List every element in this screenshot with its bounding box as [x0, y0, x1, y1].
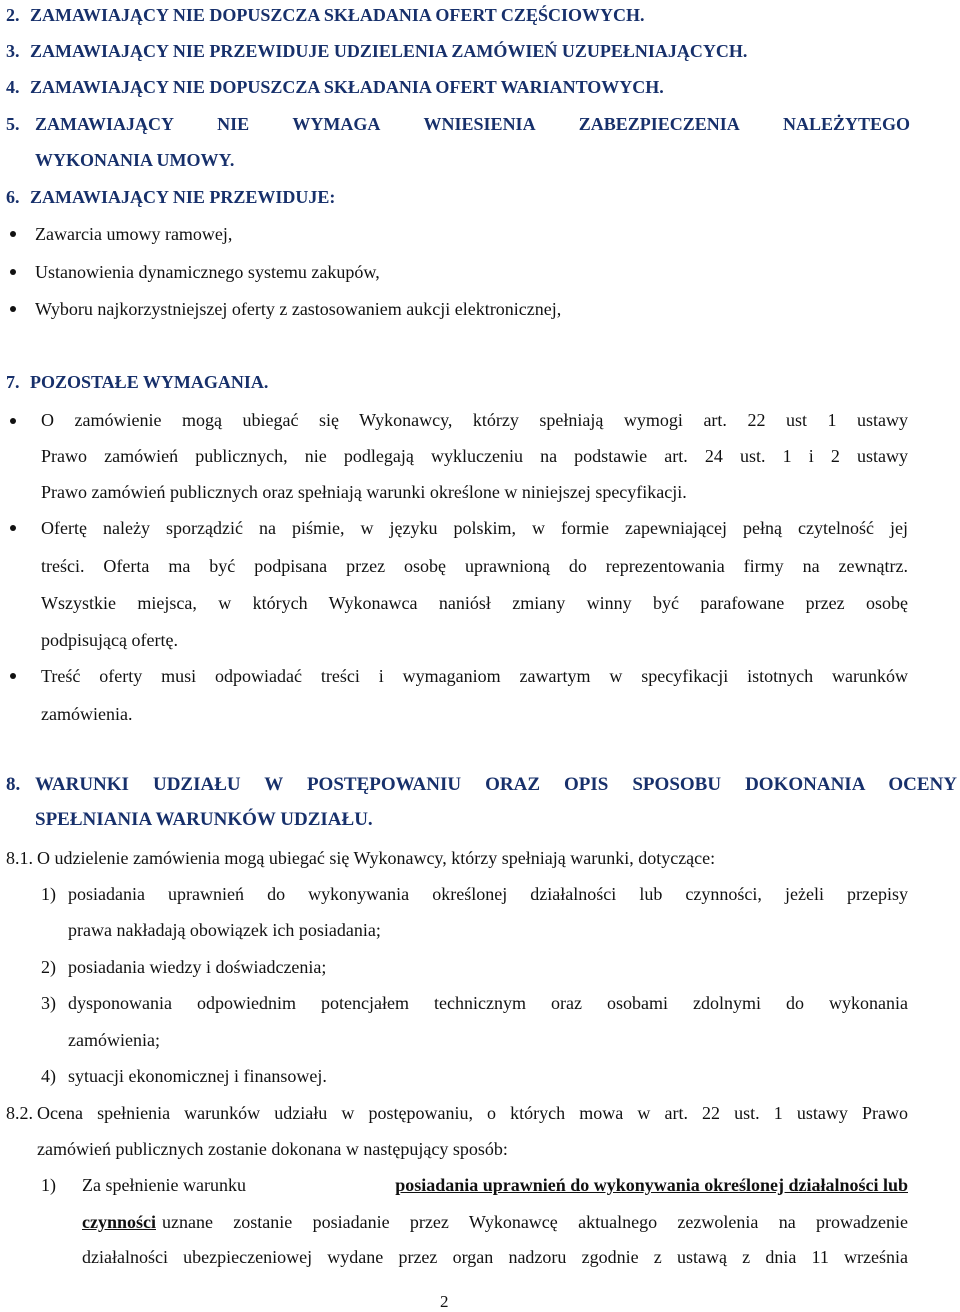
subsection-number: 8.2.: [6, 1103, 33, 1123]
section-number: 4.: [6, 77, 20, 97]
sub-item-line3: działalności ubezpieczeniowej wydane przez organ nadzoru zgodnie z ustawą z dnia 11 września: [82, 1247, 908, 1267]
paragraph-line: Ofertę należy sporządzić na piśmie, w języku polskim, w formie zapewniającej pełną czytelność jej: [41, 518, 908, 538]
section-number: 2.: [6, 5, 20, 25]
bullet-icon: [10, 673, 16, 679]
paragraph-line: Prawo zamówień publicznych, nie podlegają wykluczeniu na podstawie art. 24 ust. 1 i 2 ustawy: [41, 446, 908, 466]
word: ZABEZPIECZENIA: [578, 114, 740, 134]
paragraph-line: Prawo zamówień publicznych oraz spełniają warunki określone w niniejszej specyfikacji.: [41, 482, 687, 502]
bullet-icon: [10, 525, 16, 531]
list-item: Zawarcia umowy ramowej,: [35, 224, 233, 244]
section-title: ZAMAWIAJĄCY NIE PRZEWIDUJE:: [30, 187, 336, 207]
list-item-cont: zamówienia;: [68, 1030, 160, 1050]
section-number: 8.: [6, 774, 21, 795]
bullet-icon: [10, 418, 16, 424]
section-number: 3.: [6, 41, 20, 61]
list-item: posiadania wiedzy i doświadczenia;: [68, 957, 327, 977]
page-number: 2: [440, 1292, 449, 1311]
section-4-heading: [6, 75, 664, 99]
list-item: Wyboru najkorzystniejszej oferty z zastosowaniem aukcji elektronicznej,: [35, 299, 562, 319]
underlined-text: posiadania uprawnień do wykonywania określonej działalności lub: [395, 1175, 908, 1195]
word: WNIESIENIA: [423, 114, 536, 134]
paragraph-line: Treść oferty musi odpowiadać treści i wymaganiom zawartym w specyfikacji istotnych warunków: [41, 666, 908, 686]
item-number: 1): [41, 1175, 56, 1195]
list-item: dysponowania odpowiednim potencjałem technicznym oraz osobami zdolnymi do wykonania: [68, 993, 908, 1013]
section-number: 7.: [6, 372, 20, 392]
section-2-heading: [6, 3, 644, 27]
paragraph-line: zamówień publicznych zostanie dokonana w następujący sposób:: [37, 1139, 508, 1159]
section-5-title-line: [35, 112, 910, 136]
bullet-icon: [10, 231, 16, 237]
section-5-title-cont: WYKONANIA UMOWY.: [35, 150, 235, 170]
section-number: 5.: [6, 114, 20, 134]
word: ZAMAWIAJĄCY: [35, 114, 174, 134]
word: WYMAGA: [292, 114, 381, 134]
bullet-icon: [10, 306, 16, 312]
section-6-heading: [6, 185, 335, 209]
underlined-text: czynności: [82, 1212, 156, 1232]
list-item: Ustanowienia dynamicznego systemu zakupów,: [35, 262, 380, 282]
section-8-title-line2: SPEŁNIANIA WARUNKÓW UDZIAŁU.: [35, 809, 373, 830]
word: NIE: [217, 114, 250, 134]
subsection-number: 8.1.: [6, 848, 33, 868]
item-number: 1): [41, 884, 56, 904]
sub-item-text: uznane zostanie posiadanie przez Wykonawcę aktualnego zezwolenia na prowadzenie: [162, 1212, 908, 1232]
section-title: ZAMAWIAJĄCY NIE PRZEWIDUJE UDZIELENIA ZAMÓWIEŃ UZUPEŁNIAJĄCYCH.: [30, 41, 748, 61]
list-item: sytuacji ekonomicznej i finansowej.: [68, 1066, 327, 1086]
section-title: ZAMAWIAJĄCY NIE DOPUSZCZA SKŁADANIA OFERT WARIANTOWYCH.: [30, 77, 664, 97]
item-number: 3): [41, 993, 56, 1013]
bullet-icon: [10, 269, 16, 275]
section-7-heading: [6, 370, 268, 394]
sub-item-line2: [82, 1210, 908, 1234]
paragraph-line: O zamówienie mogą ubiegać się Wykonawcy, którzy spełniają wymogi art. 22 ust 1 ustawy: [41, 410, 908, 430]
section-3-heading: [6, 39, 747, 63]
list-item-cont: prawa nakładają obowiązek ich posiadania;: [68, 920, 381, 940]
paragraph-line: Ocena spełnienia warunków udziału w postępowaniu, o których mowa w art. 22 ust. 1 ustawy Prawo: [37, 1103, 908, 1123]
sub-item-line1: [82, 1173, 908, 1197]
list-item: posiadania uprawnień do wykonywania określonej działalności lub czynności, jeżeli przepisy: [68, 884, 908, 904]
paragraph-line: treści. Oferta ma być podpisana przez osobę uprawnioną do reprezentowania firmy na zewnątrz.: [41, 556, 908, 576]
paragraph-line: podpisującą ofertę.: [41, 630, 178, 650]
word: NALEŻYTEGO: [782, 114, 910, 134]
section-title: POZOSTAŁE WYMAGANIA.: [30, 372, 269, 392]
section-8-title-line1: WARUNKI UDZIAŁU W POSTĘPOWANIU ORAZ OPIS SPOSOBU DOKONANIA OCENY: [35, 774, 957, 795]
section-number: 6.: [6, 187, 20, 207]
item-number: 2): [41, 957, 56, 977]
sub-item-text: Za spełnienie warunku: [82, 1175, 246, 1195]
paragraph-line: zamówienia.: [41, 704, 133, 724]
paragraph-line: O udzielenie zamówienia mogą ubiegać się Wykonawcy, którzy spełniają warunki, dotyczące:: [37, 848, 716, 868]
section-title: ZAMAWIAJĄCY NIE DOPUSZCZA SKŁADANIA OFERT CZĘŚCIOWYCH.: [30, 5, 645, 25]
paragraph-line: Wszystkie miejsca, w których Wykonawca naniósł zmiany winny być parafowane przez osobę: [41, 593, 908, 613]
item-number: 4): [41, 1066, 56, 1086]
